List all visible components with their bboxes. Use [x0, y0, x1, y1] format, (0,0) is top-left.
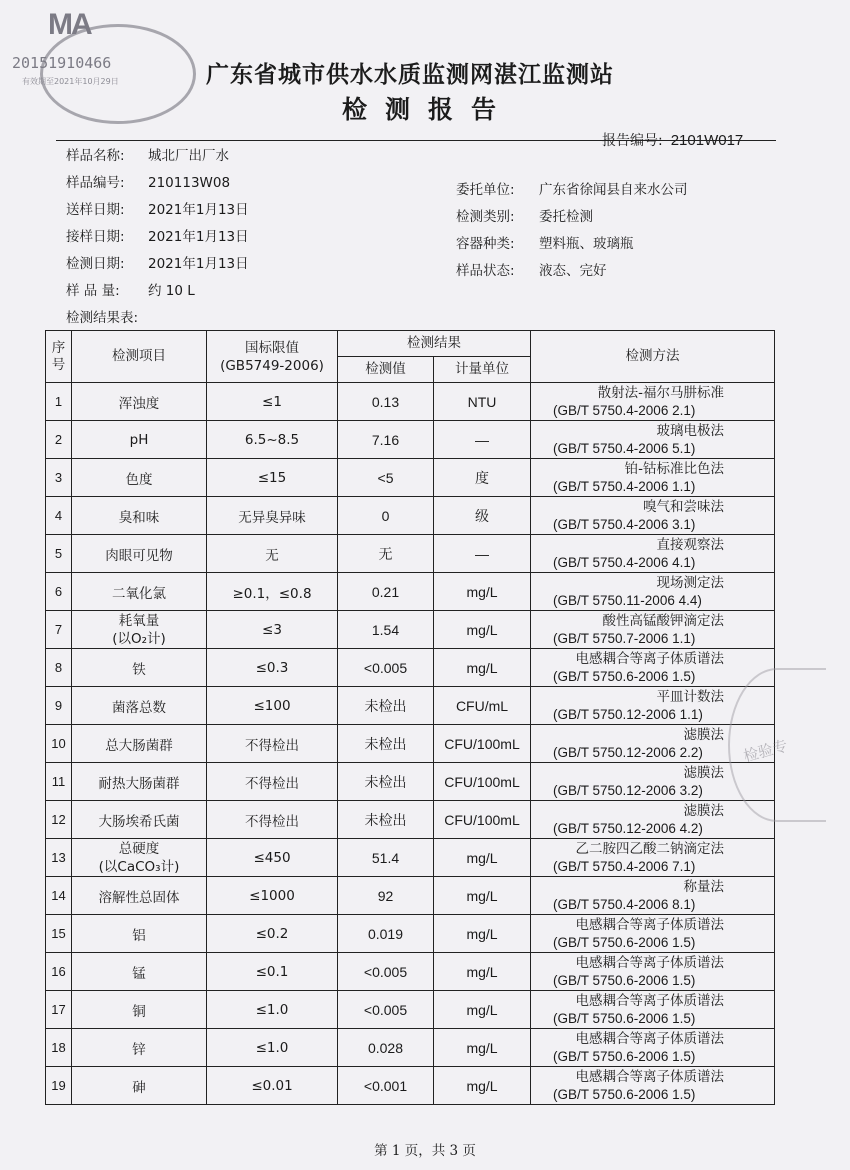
table-row — [46, 1067, 775, 1105]
cell-limit: ≤1.0 — [207, 1029, 338, 1067]
item-name: 铁 — [132, 661, 146, 678]
cell-unit: CFU/100mL — [434, 763, 531, 801]
info-sample-quantity — [66, 279, 195, 299]
info-label: 委托单位: — [456, 182, 515, 198]
cell-seq: 10 — [46, 725, 72, 763]
method-reference: (GB/T 5750.4-2006 1.1) — [553, 478, 696, 494]
info-label: 样品状态: — [456, 263, 515, 279]
item-name: 铝 — [132, 927, 146, 944]
cell-seq: 2 — [46, 421, 72, 459]
info-sample-id — [66, 171, 230, 191]
method-reference: (GB/T 5750.12-2006 4.2) — [553, 820, 703, 836]
method-name: 电感耦合等离子体质谱法 — [575, 650, 724, 667]
method-reference: (GB/T 5750.4-2006 8.1) — [553, 896, 696, 912]
results-table — [45, 330, 775, 1105]
cell-method — [531, 649, 775, 687]
document-title: 检测报告 — [341, 95, 514, 124]
method-reference: (GB/T 5750.4-2006 2.1) — [553, 402, 696, 418]
method-reference: (GB/T 5750.6-2006 1.5) — [553, 1086, 696, 1102]
cell-item — [72, 649, 207, 687]
cell-method — [531, 801, 775, 839]
table-row — [46, 535, 775, 573]
cell-seq: 6 — [46, 573, 72, 611]
results-caption: 检测结果表: — [66, 310, 139, 326]
table-row — [46, 915, 775, 953]
info-label: 检测类别: — [456, 209, 515, 225]
results-body — [46, 383, 775, 1105]
item-name: 肉眼可见物 — [105, 547, 173, 564]
item-name: 锌 — [132, 1041, 146, 1058]
info-test-category — [456, 205, 593, 225]
cell-item — [72, 991, 207, 1029]
cell-value: 无 — [338, 535, 434, 573]
cell-seq: 3 — [46, 459, 72, 497]
cell-item — [72, 497, 207, 535]
table-row — [46, 953, 775, 991]
cma-seal-date: 有效期至2021年10月29日 — [22, 77, 119, 86]
cell-item — [72, 763, 207, 801]
table-row — [46, 611, 775, 649]
info-label: 样品名称: — [66, 148, 125, 164]
cell-unit: 级 — [434, 497, 531, 535]
cell-value: 0.028 — [338, 1029, 434, 1067]
cell-method — [531, 573, 775, 611]
cell-item — [72, 725, 207, 763]
cell-seq: 8 — [46, 649, 72, 687]
cell-unit: 度 — [434, 459, 531, 497]
info-value: 2021年1月13日 — [148, 229, 249, 245]
info-value: 塑料瓶、玻璃瓶 — [539, 236, 634, 252]
header-result: 检测结果 — [338, 331, 531, 357]
method-reference: (GB/T 5750.6-2006 1.5) — [553, 972, 696, 988]
cell-unit: mg/L — [434, 1067, 531, 1105]
cell-value: 51.4 — [338, 839, 434, 877]
method-name: 电感耦合等离子体质谱法 — [575, 1068, 724, 1085]
cell-method — [531, 953, 775, 991]
method-reference: (GB/T 5750.4-2006 3.1) — [553, 516, 696, 532]
table-row — [46, 421, 775, 459]
cell-value: 未检出 — [338, 801, 434, 839]
cell-limit: ≥0.1，≤0.8 — [207, 573, 338, 611]
method-reference: (GB/T 5750.12-2006 1.1) — [553, 706, 703, 722]
cell-limit: ≤3 — [207, 611, 338, 649]
cell-unit: mg/L — [434, 877, 531, 915]
report-number-value: 2101W017 — [670, 132, 744, 149]
cell-limit: 无 — [207, 535, 338, 573]
cell-item — [72, 915, 207, 953]
cell-item — [72, 953, 207, 991]
cma-seal-logo: MA — [48, 8, 91, 41]
method-reference: (GB/T 5750.4-2006 4.1) — [553, 554, 696, 570]
cell-item — [72, 1029, 207, 1067]
cell-method — [531, 915, 775, 953]
cell-unit: mg/L — [434, 649, 531, 687]
info-value: 2021年1月13日 — [148, 202, 249, 218]
cell-limit: ≤100 — [207, 687, 338, 725]
cell-seq: 12 — [46, 801, 72, 839]
method-reference: (GB/T 5750.7-2006 1.1) — [553, 630, 696, 646]
method-name: 现场测定法 — [656, 574, 724, 591]
info-value: 约 10 L — [148, 283, 195, 299]
method-reference: (GB/T 5750.11-2006 4.4) — [553, 592, 702, 608]
info-label: 容器种类: — [456, 236, 515, 252]
report-number-label: 报告编号: — [602, 133, 663, 149]
cell-method — [531, 1029, 775, 1067]
info-label: 样 品 量: — [66, 283, 120, 299]
method-reference: (GB/T 5750.6-2006 1.5) — [553, 668, 696, 684]
item-name: 菌落总数 — [112, 699, 166, 716]
info-receive-date — [66, 225, 249, 245]
cell-method — [531, 611, 775, 649]
info-label: 接样日期: — [66, 229, 125, 245]
info-sample-state — [456, 259, 607, 279]
cell-method — [531, 535, 775, 573]
table-row — [46, 725, 775, 763]
cell-item — [72, 421, 207, 459]
header-seq — [46, 331, 72, 383]
cell-seq: 15 — [46, 915, 72, 953]
cell-value: 0.019 — [338, 915, 434, 953]
cell-unit: CFU/mL — [434, 687, 531, 725]
cell-limit: ≤15 — [207, 459, 338, 497]
item-name: 色度 — [125, 471, 153, 488]
cell-seq: 4 — [46, 497, 72, 535]
cell-value: <0.005 — [338, 991, 434, 1029]
method-reference: (GB/T 5750.6-2006 1.5) — [553, 1048, 696, 1064]
cell-limit: ≤0.3 — [207, 649, 338, 687]
organization-name: 广东省城市供水水质监测网湛江监测站 — [206, 62, 614, 88]
info-submit-date — [66, 198, 249, 218]
cell-value: 未检出 — [338, 725, 434, 763]
method-reference: (GB/T 5750.12-2006 2.2) — [553, 744, 703, 760]
cell-unit: mg/L — [434, 573, 531, 611]
table-row — [46, 649, 775, 687]
cell-seq: 1 — [46, 383, 72, 421]
cell-seq: 9 — [46, 687, 72, 725]
cell-value: <0.005 — [338, 953, 434, 991]
item-name: 总硬度 — [118, 840, 160, 857]
cell-value: 0 — [338, 497, 434, 535]
cell-limit: ≤1 — [207, 383, 338, 421]
item-name: 砷 — [132, 1079, 146, 1096]
cell-unit: CFU/100mL — [434, 725, 531, 763]
method-name: 嗅气和尝味法 — [643, 498, 724, 515]
method-reference: (GB/T 5750.4-2006 7.1) — [553, 858, 696, 874]
cell-unit: — — [434, 421, 531, 459]
cell-item — [72, 611, 207, 649]
cell-value: <0.005 — [338, 649, 434, 687]
method-name: 滤膜法 — [683, 726, 724, 743]
table-row — [46, 763, 775, 801]
cell-limit: 无异臭异味 — [207, 497, 338, 535]
method-name: 滤膜法 — [683, 802, 724, 819]
cell-unit: mg/L — [434, 953, 531, 991]
cell-limit: 不得检出 — [207, 801, 338, 839]
cell-unit: mg/L — [434, 1029, 531, 1067]
item-name: 二氧化氯 — [112, 585, 166, 602]
header-limit — [207, 331, 338, 383]
table-row — [46, 877, 775, 915]
cell-method — [531, 459, 775, 497]
info-sample-name — [66, 144, 229, 164]
table-row — [46, 383, 775, 421]
method-name: 直接观察法 — [656, 536, 724, 553]
cell-unit: mg/L — [434, 839, 531, 877]
item-name: 溶解性总固体 — [98, 889, 180, 906]
header-unit: 计量单位 — [434, 357, 531, 383]
cell-method — [531, 991, 775, 1029]
item-name: 大肠埃希氏菌 — [98, 813, 180, 830]
cell-item — [72, 877, 207, 915]
method-name: 乙二胺四乙酸二钠滴定法 — [575, 840, 724, 857]
item-name: 总大肠菌群 — [105, 737, 173, 754]
cell-seq: 7 — [46, 611, 72, 649]
table-row — [46, 459, 775, 497]
cell-unit: mg/L — [434, 611, 531, 649]
cell-limit: 不得检出 — [207, 763, 338, 801]
method-reference: (GB/T 5750.12-2006 3.2) — [553, 782, 703, 798]
method-name: 平皿计数法 — [656, 688, 724, 705]
table-row — [46, 573, 775, 611]
method-name: 电感耦合等离子体质谱法 — [575, 1030, 724, 1047]
cell-unit: mg/L — [434, 915, 531, 953]
cell-item — [72, 687, 207, 725]
cell-value: 未检出 — [338, 687, 434, 725]
item-basis: (以CaCO₃计) — [98, 858, 180, 875]
table-row — [46, 991, 775, 1029]
cell-value: 0.13 — [338, 383, 434, 421]
cma-seal-code: 20151910466 — [12, 54, 112, 72]
info-label: 送样日期: — [66, 202, 125, 218]
cell-seq: 13 — [46, 839, 72, 877]
cell-seq: 5 — [46, 535, 72, 573]
item-name: 耐热大肠菌群 — [98, 775, 180, 792]
info-value: 2021年1月13日 — [148, 256, 249, 272]
header-rule — [56, 140, 776, 141]
cell-seq: 16 — [46, 953, 72, 991]
item-name: 耗氧量 — [118, 612, 160, 629]
cell-method — [531, 877, 775, 915]
table-row — [46, 687, 775, 725]
info-label: 检测日期: — [66, 256, 125, 272]
cell-item — [72, 839, 207, 877]
method-name: 电感耦合等离子体质谱法 — [575, 992, 724, 1009]
item-basis: (以O₂计) — [112, 630, 166, 647]
cell-item — [72, 383, 207, 421]
method-name: 滤膜法 — [683, 764, 724, 781]
cell-value: 0.21 — [338, 573, 434, 611]
cell-limit: 6.5~8.5 — [207, 421, 338, 459]
info-value: 广东省徐闻县自来水公司 — [539, 182, 688, 198]
info-container-type — [456, 232, 634, 252]
item-name: 浑浊度 — [118, 395, 160, 412]
header-seq-text: 序号 — [51, 339, 66, 373]
cell-item — [72, 573, 207, 611]
method-name: 称量法 — [683, 878, 724, 895]
info-client — [456, 178, 688, 198]
cell-value: 92 — [338, 877, 434, 915]
cell-unit: CFU/100mL — [434, 801, 531, 839]
cell-limit: ≤450 — [207, 839, 338, 877]
cell-method — [531, 497, 775, 535]
cell-method — [531, 421, 775, 459]
info-value: 城北厂出厂水 — [148, 148, 229, 164]
cell-value: 未检出 — [338, 763, 434, 801]
info-value: 210113W08 — [148, 175, 231, 191]
cell-item — [72, 1067, 207, 1105]
method-reference: (GB/T 5750.4-2006 5.1) — [553, 440, 696, 456]
cell-seq: 18 — [46, 1029, 72, 1067]
cell-limit: ≤0.1 — [207, 953, 338, 991]
cell-value: 1.54 — [338, 611, 434, 649]
cell-limit: ≤1.0 — [207, 991, 338, 1029]
table-row — [46, 497, 775, 535]
cell-unit: mg/L — [434, 991, 531, 1029]
info-test-date — [66, 252, 249, 272]
cell-method — [531, 383, 775, 421]
page-footer: 第 1 页，共 3 页 — [374, 1143, 476, 1159]
method-name: 电感耦合等离子体质谱法 — [575, 916, 724, 933]
cell-seq: 14 — [46, 877, 72, 915]
cell-unit: — — [434, 535, 531, 573]
method-name: 铂-钴标准比色法 — [624, 460, 724, 477]
cell-item — [72, 535, 207, 573]
cell-limit: 不得检出 — [207, 725, 338, 763]
cell-seq: 19 — [46, 1067, 72, 1105]
info-label: 样品编号: — [66, 175, 125, 191]
method-name: 电感耦合等离子体质谱法 — [575, 954, 724, 971]
cell-limit: ≤0.2 — [207, 915, 338, 953]
method-name: 散射法-福尔马肼标准 — [597, 384, 724, 401]
table-row — [46, 1029, 775, 1067]
cell-method — [531, 839, 775, 877]
header-method: 检测方法 — [531, 331, 775, 383]
side-stamp-text: 检验专 — [741, 736, 790, 766]
item-name: 锰 — [132, 965, 146, 982]
method-name: 酸性高锰酸钾滴定法 — [602, 612, 724, 629]
header-item: 检测项目 — [72, 331, 207, 383]
cell-unit: NTU — [434, 383, 531, 421]
item-name: pH — [129, 431, 149, 448]
header-value: 检测值 — [338, 357, 434, 383]
cell-method — [531, 1067, 775, 1105]
cell-limit: ≤0.01 — [207, 1067, 338, 1105]
info-value: 委托检测 — [539, 209, 593, 225]
info-value: 液态、完好 — [539, 263, 607, 279]
method-reference: (GB/T 5750.6-2006 1.5) — [553, 934, 696, 950]
cell-limit: ≤1000 — [207, 877, 338, 915]
item-name: 铜 — [132, 1003, 146, 1020]
cell-item — [72, 459, 207, 497]
table-row — [46, 839, 775, 877]
method-reference: (GB/T 5750.6-2006 1.5) — [553, 1010, 696, 1026]
cell-seq: 11 — [46, 763, 72, 801]
cell-value: <5 — [338, 459, 434, 497]
cell-value: <0.001 — [338, 1067, 434, 1105]
method-name: 玻璃电极法 — [656, 422, 724, 439]
cell-item — [72, 801, 207, 839]
cell-seq: 17 — [46, 991, 72, 1029]
item-name: 臭和味 — [118, 509, 160, 526]
header-limit-line1: 国标限值 — [245, 339, 299, 356]
cell-value: 7.16 — [338, 421, 434, 459]
header-limit-line2: (GB5749-2006) — [220, 357, 324, 374]
table-row — [46, 801, 775, 839]
